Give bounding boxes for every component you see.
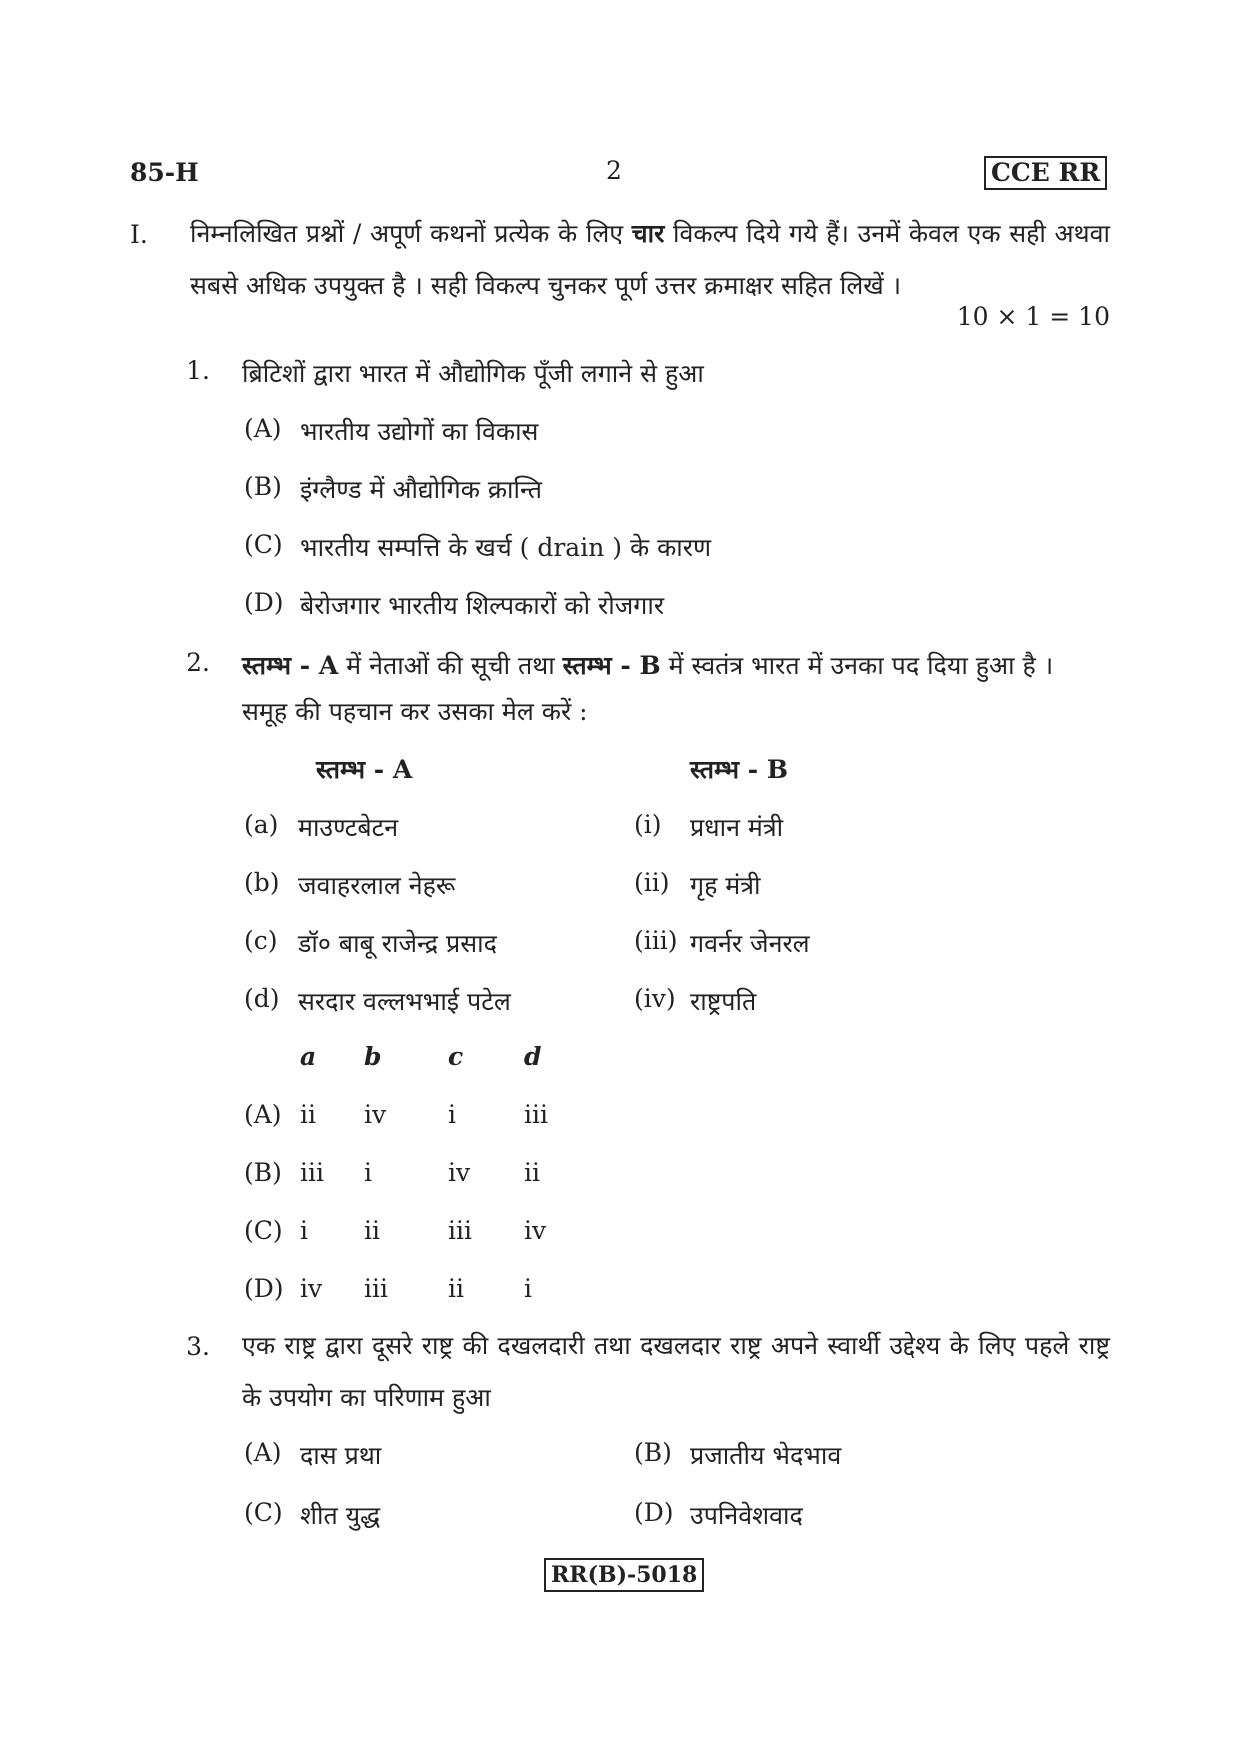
match-b-label: (i) [634, 810, 662, 839]
q1-option-text: भारतीय सम्पत्ति के खर्च ( drain ) के कारण [300, 533, 712, 562]
code-option-label: (A) [244, 1100, 282, 1129]
match-a-label: (a) [244, 810, 279, 839]
match-b-text: गृह मंत्री [690, 871, 761, 900]
q3-option-text: उपनिवेशवाद [690, 1501, 803, 1530]
code-value: ii [448, 1274, 464, 1303]
code-value: iii [448, 1216, 472, 1245]
q1-option-label: (A) [244, 414, 282, 443]
q1-option-text: इंग्लैण्ड में औद्योगिक क्रान्ति [300, 475, 542, 504]
code-value: iii [300, 1158, 324, 1187]
match-a-label: (d) [244, 984, 280, 1013]
q1-option-label: (D) [244, 588, 284, 617]
match-b-text: प्रधान मंत्री [690, 813, 784, 842]
q1-option-text: बेरोजगार भारतीय शिल्पकारों को रोजगार [300, 591, 665, 620]
q2-text-line1: स्तम्भ - A में नेताओं की सूची तथा स्तम्भ - B में स्वतंत्र भारत में उनका पद दिया हुआ है । [242, 651, 1054, 680]
q1-text: ब्रिटिशों द्वारा भारत में औद्योगिक पूँजी लगाने से हुआ [242, 359, 704, 388]
code-head-b: b [364, 1042, 382, 1071]
code-value: ii [524, 1158, 540, 1187]
q3-option-label: (B) [634, 1438, 672, 1467]
marks: 10 × 1 = 10 [956, 302, 1110, 331]
match-a-label: (b) [244, 868, 280, 897]
q3-number: 3. [186, 1332, 210, 1361]
q1-option-label: (C) [244, 530, 283, 559]
page-number: 2 [606, 156, 622, 185]
q3-option-label: (C) [244, 1498, 283, 1527]
q1-option-text: भारतीय उद्योगों का विकास [300, 417, 539, 446]
q2-text-line2: समूह की पहचान कर उसका मेल करें : [242, 697, 588, 726]
code-value: i [364, 1158, 372, 1187]
code-value: iv [300, 1274, 323, 1303]
code-option-label: (B) [244, 1158, 282, 1187]
match-b-text: राष्ट्रपति [690, 987, 757, 1016]
code-value: i [524, 1274, 532, 1303]
code-value: i [300, 1216, 308, 1245]
code-value: iv [364, 1100, 387, 1129]
code-value: iv [524, 1216, 547, 1245]
code-value: i [448, 1100, 456, 1129]
code-head-a: a [300, 1042, 317, 1071]
match-a-text: सरदार वल्लभभाई पटेल [298, 987, 511, 1016]
paper-code: 85-H [130, 158, 199, 187]
match-b-text: गवर्नर जेनरल [690, 929, 810, 958]
section-numeral: I. [130, 220, 148, 249]
match-b-label: (iv) [634, 984, 676, 1013]
code-value: iv [448, 1158, 471, 1187]
q3-option-text: दास प्रथा [300, 1441, 382, 1470]
match-a-text: माउण्टबेटन [298, 813, 399, 842]
q3-option-text: शीत युद्ध [300, 1501, 381, 1530]
code-head-c: c [448, 1042, 464, 1071]
q3-option-text: प्रजातीय भेदभाव [690, 1441, 842, 1470]
column-a-heading: स्तम्भ - A [316, 755, 413, 784]
q3-text: एक राष्ट्र द्वारा दूसरे राष्ट्र की दखलदारी तथा दखलदार राष्ट्र अपने स्वार्थी उद्देश्य के लिए पहले राष्ट्र के उपयोग का परिणाम हुआ [242, 1331, 1110, 1412]
section-instruction: निम्नलिखित प्रश्नों / अपूर्ण कथनों प्रत्येक के लिए चार विकल्प दिये गये हैं। उनमें केवल एक सही अथवा सबसे अधिक उपयुक्त है । सही विकल्प चुनकर पूर्ण उत्तर क्रमाक्षर सहित लिखें । [190, 219, 1110, 300]
match-a-text: डॉ० बाबू राजेन्द्र प्रसाद [298, 929, 497, 958]
match-a-text: जवाहरलाल नेहरू [298, 871, 456, 900]
match-b-label: (ii) [634, 868, 670, 897]
column-b-heading: स्तम्भ - B [690, 755, 788, 784]
q3-option-label: (A) [244, 1438, 282, 1467]
match-a-label: (c) [244, 926, 278, 955]
series-box: CCE RR [984, 156, 1107, 190]
code-value: iii [524, 1100, 548, 1129]
q3-option-label: (D) [634, 1498, 674, 1527]
code-head-d: d [524, 1042, 542, 1071]
code-value: ii [300, 1100, 316, 1129]
code-option-label: (D) [244, 1274, 284, 1303]
q1-option-label: (B) [244, 472, 282, 501]
code-option-label: (C) [244, 1216, 283, 1245]
code-value: iii [364, 1274, 388, 1303]
footer-code: RR(B)-5018 [544, 1558, 704, 1592]
match-b-label: (iii) [634, 926, 678, 955]
code-value: ii [364, 1216, 380, 1245]
q1-number: 1. [186, 356, 210, 385]
q2-number: 2. [186, 648, 210, 677]
